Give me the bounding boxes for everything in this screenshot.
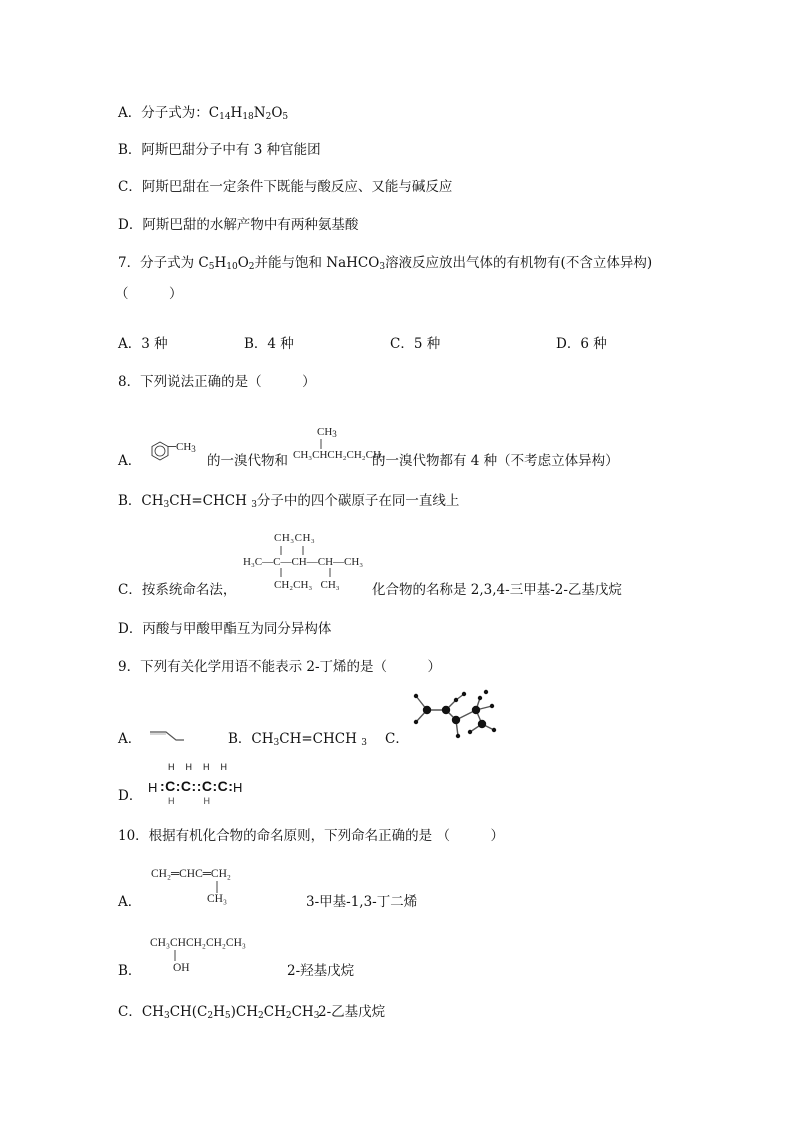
- q9-option-d-label: D．: [118, 788, 143, 804]
- q8c-struct-row3: CH₂CH₃ CH₃: [274, 579, 340, 591]
- q7-option-a: A．3 种: [118, 336, 168, 352]
- q6-option-c: C．阿斯巴甜在一定条件下既能与酸反应、又能与碱反应: [118, 179, 453, 195]
- q9-stem: 9．下列有关化学用语不能表示 2-丁烯的是（ ）: [118, 659, 442, 675]
- q7-paren: （ ）: [115, 286, 183, 302]
- q8c-struct-row2: H₃C—C—CH—CH—CH₃: [243, 556, 364, 568]
- q9d-lewis-left: H: [148, 780, 158, 795]
- q10-option-b-name: 2-羟基戊烷: [287, 963, 355, 979]
- q9c-ball-stick-model: [408, 688, 500, 746]
- methylpentane-main-label: CH₃CHCH₂CH₂CH₃: [293, 449, 385, 461]
- q7-stem: 7．分子式为 $C_5H_{10}O_2$并能与饱和 NaHCO$_3$溶液反应放出气体的有机物有(不含立体异构): [118, 255, 653, 272]
- q10b-bond: [174, 950, 176, 961]
- q7-option-c: C．5 种: [390, 336, 441, 352]
- methylpentane-top-label: $CH_3$: [317, 426, 337, 439]
- q10-option-c: C．$CH_3CH(C_2H_5)CH_2CH_2CH_3$: [118, 1004, 320, 1021]
- q10a-struct-top: CH₂═CHC═CH₂: [151, 868, 231, 880]
- q10a-bond: [216, 881, 218, 893]
- q8-option-a-text2: 的一溴代物都有 4 种（不考虑立体异构）: [372, 453, 619, 469]
- q9-option-b: B．$CH_3CH=CHCH$ $_3$: [228, 731, 367, 748]
- q10-option-a-label: A．: [118, 894, 142, 910]
- q10b-struct-bottom: OH: [173, 962, 190, 974]
- toluene-ch3-label: $CH_3$: [176, 441, 196, 454]
- q8-option-b: B．$CH_3CH=CHCH$ $_3$分子中的四个碳原子在同一直线上: [118, 493, 460, 510]
- q7-option-b: B．4 种: [244, 336, 294, 352]
- q8c-struct-row1: CH₃CH₃: [274, 532, 316, 544]
- q9d-lewis-bottom: H H: [168, 796, 213, 806]
- q9a-skeletal-formula: [148, 729, 188, 743]
- q8-option-a-label: A．: [118, 453, 142, 469]
- q10-option-c-name: 2-乙基戊烷: [318, 1004, 386, 1020]
- q9d-lewis-main: :C:C::C:C:: [160, 778, 234, 794]
- q10-stem: 10．根据有机化合物的命名原则，下列命名正确的是 （ ）: [118, 828, 504, 844]
- q8-option-d: D．丙酸与甲酸甲酯互为同分异构体: [118, 621, 332, 637]
- q10a-struct-bottom: CH₃: [207, 893, 227, 905]
- q10-option-b-label: B．: [118, 963, 142, 979]
- q9d-lewis-right: H: [233, 780, 243, 795]
- q6-option-b: B．阿斯巴甜分子中有 3 种官能团: [118, 142, 321, 158]
- q9-option-a-label: A．: [118, 731, 142, 747]
- q8-option-c-label: C．按系统命名法，: [118, 582, 237, 598]
- q9-option-c-label: C．: [385, 731, 409, 747]
- q9d-lewis-top: H H H H: [168, 762, 230, 772]
- q6-option-a: A．分子式为：$C_{14}H_{18}N_2O_5$: [118, 105, 289, 122]
- q8-stem: 8．下列说法正确的是（ ）: [118, 374, 316, 390]
- q6-option-d: D．阿斯巴甜的水解产物中有两种氨基酸: [118, 217, 359, 233]
- q8-option-c-text: 化合物的名称是 2,3,4-三甲基-2-乙基戊烷: [372, 582, 622, 598]
- q7-option-d: D．6 种: [556, 336, 607, 352]
- q10-option-a-name: 3-甲基-1,3-丁二烯: [306, 894, 418, 910]
- q8-option-a-text1: 的一溴代物和: [207, 453, 288, 469]
- q10b-struct-top: CH₃CHCH₂CH₂CH₃: [150, 937, 246, 949]
